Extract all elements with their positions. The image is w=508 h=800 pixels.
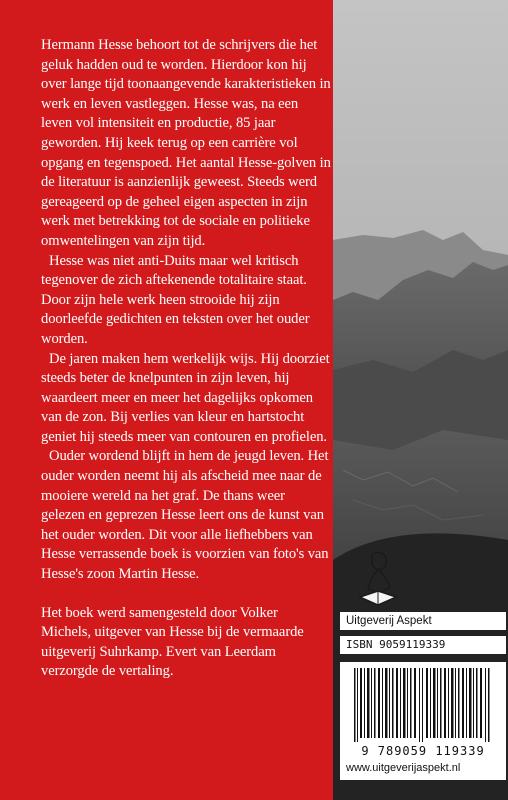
publisher-url: www.uitgeverijaspekt.nl bbox=[346, 762, 461, 774]
isbn-label: ISBN 9059119339 bbox=[340, 636, 506, 654]
blurb-paragraph-2: Hesse was niet anti-Duits maar wel kritisch tegenover de zich aftekenende totalitaire staat. Door zijn hele werk heen strooide hij zijn doorleefde gedichten en teksten over het ouder worden. bbox=[41, 252, 310, 347]
barcode bbox=[340, 662, 506, 780]
barcode-bars bbox=[352, 668, 494, 742]
blurb-paragraph-5: Het boek werd samengesteld door Volker Michels, uitgever van Hesse bij de vermaarde uitgeverij Suhrkamp. Evert van Leerdam verzorgde de vertaling. bbox=[41, 604, 304, 680]
barcode-digits: 9 789059 119339 bbox=[361, 744, 485, 758]
blurb-paragraph-3: De jaren maken hem werkelijk wijs. Hij doorziet steeds beter de knelpunten in zijn leven, hij waardeert meer en meer het dagelijks opkomen van de zon. Bij verlies van kleur en hartstocht geniet hij steeds meer van contouren en profielen. bbox=[41, 350, 330, 445]
blurb-paragraph-1: Hermann Hesse behoort tot de schrijvers die het geluk hadden oud te worden. Hierdoor kon hij over lange tijd toonaangevende karakteristieken in werk en leven vastleggen. Hesse was, na een leven vol intensiteit en productie, 85 jaar geworden. Hij keek terug op een carrière vol opgang en tegenspoed. Het aantal Hesse-golven in de literatuur is aanzienlijk geweest. Steeds werd gereageerd op de geheel eigen aspecten in zijn werk met betrekking tot de sociale en politieke omwentelingen van zijn tijd. bbox=[41, 37, 331, 249]
publisher-name: Uitgeverij Aspekt bbox=[340, 612, 506, 630]
back-cover-blurb bbox=[41, 36, 331, 682]
blurb-paragraph-4: Ouder wordend blijft in hem de jeugd leven. Het ouder worden neemt hij als afscheid mee naar de mooiere wereld na het graf. De thans weer gelezen en geprezen Hesse leert ons de kunst van het ouder worden. Dit voor alle liefhebbers van Hesse verrassende boek is voorzien van foto's van Hesse's zoon Martin Hesse. bbox=[41, 448, 329, 583]
publisher-info-box bbox=[340, 612, 506, 780]
publisher-logo bbox=[350, 545, 410, 620]
